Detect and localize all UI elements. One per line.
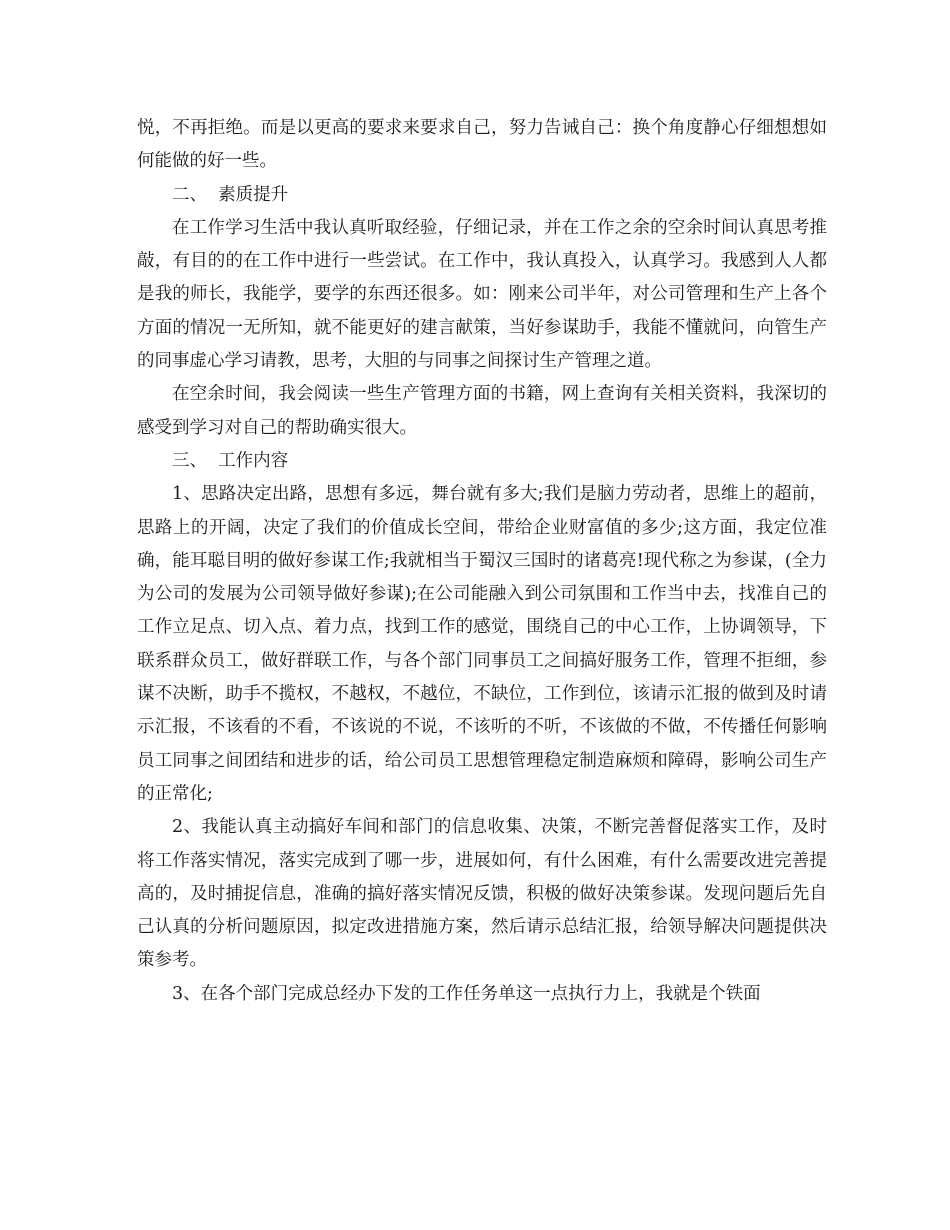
section-heading-quality: 二、 素质提升 [172, 184, 289, 205]
document-body [137, 112, 827, 1011]
paragraph-reading: 在空余时间，我会阅读一些生产管理方面的书籍，网上查询有关相关资料，我深切的感受到学习对自己的帮助确实很大。 [137, 384, 827, 438]
paragraph-item-1: 1、思路决定出路，思想有多远，舞台就有多大;我们是脑力劳动者，思维上的超前，思路上的开阔，决定了我们的价值成长空间，带给企业财富值的多少;这方面，我定位准确，能耳聪目明的做好参谋工作;我就相当于蜀汉三国时的诸葛亮!现代称之为参谋，(全力为公司的发展为公司领导做好参谋);在公司能融入到公司氛围和工作当中去，找准自己的工作立足点、切入点、着力点，找到工作的感觉，围绕自己的中心工作，上协调领导，下联系群众员工，做好群联工作，与各个部门同事员工之间搞好服务工作，管理不拒细，参谋不决断，助手不揽权，不越权，不越位，不缺位，工作到位，该请示汇报的做到及时请示汇报，不该看的不看，不该说的不说，不该听的不听，不该做的不做，不传播任何影响员工同事之间团结和进步的话，给公司员工思想管理稳定制造麻烦和障碍，影响公司生产的正常化; [137, 484, 827, 804]
paragraph-continuation: 悦，不再拒绝。而是以更高的要求来要求自己，努力告诫自己：换个角度静心仔细想想如何能做的好一些。 [137, 118, 827, 172]
paragraph-item-3: 3、在各个部门完成总经办下发的工作任务单这一点执行力上，我就是个铁面 [172, 983, 761, 1004]
paragraph-item-2: 2、我能认真主动搞好车间和部门的信息收集、决策，不断完善督促落实工作，及时将工作落实情况，落实完成到了哪一步，进展如何，有什么困难，有什么需要改进完善提高的，及时捕捉信息，准确的搞好落实情况反馈，积极的做好决策参谋。发现问题后先自己认真的分析问题原因，拟定改进措施方案，然后请示总结汇报，给领导解决问题提供决策参考。 [137, 817, 827, 971]
section-heading-work: 三、 工作内容 [172, 450, 289, 471]
paragraph-learning: 在工作学习生活中我认真听取经验，仔细记录，并在工作之余的空余时间认真思考推敲，有目的的在工作中进行一些尝试。在工作中，我认真投入，认真学习。我感到人人都是我的师长，我能学，要学的东西还很多。如：刚来公司半年，对公司管理和生产上各个方面的情况一无所知，就不能更好的建言献策，当好参谋助手，我能不懂就问，向管生产的同事虚心学习请教，思考，大胆的与同事之间探讨生产管理之道。 [137, 217, 827, 372]
